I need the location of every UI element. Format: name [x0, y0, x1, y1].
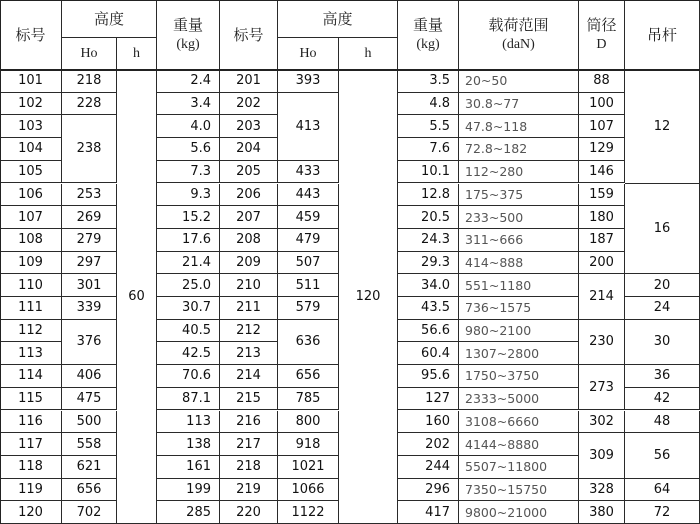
mark-cell: 212 — [220, 320, 278, 343]
ho-cell: 443 — [278, 184, 339, 207]
ho-cell: 656 — [278, 365, 339, 388]
ho-cell: 579 — [278, 297, 339, 320]
mark-cell: 113 — [0, 342, 62, 365]
mark-cell: 107 — [0, 206, 62, 229]
weight-cell: 113 — [157, 411, 220, 434]
weight-cell: 15.2 — [157, 206, 220, 229]
rod-cell: 12 — [625, 70, 700, 184]
ho-cell: 507 — [278, 252, 339, 275]
load-range-cell: 1750~3750 — [459, 365, 579, 388]
header-weight-right-label: 重量 — [412, 15, 443, 34]
tube-diameter-cell: 309 — [579, 433, 625, 478]
header-weight-left-label: 重量 — [172, 15, 203, 34]
ho-cell: 218 — [62, 70, 117, 93]
load-range-cell: 233~500 — [459, 206, 579, 229]
load-range-cell: 3108~6660 — [459, 411, 579, 434]
mark-cell: 210 — [220, 274, 278, 297]
weight-cell: 2.4 — [157, 70, 220, 93]
weight-cell: 138 — [157, 433, 220, 456]
weight-cell: 7.6 — [398, 138, 459, 161]
load-range-cell: 4144~8880 — [459, 433, 579, 456]
tube-diameter-cell: 180 — [579, 206, 625, 229]
load-range-cell: 1307~2800 — [459, 342, 579, 365]
mark-cell: 206 — [220, 184, 278, 207]
tube-diameter-cell: 187 — [579, 229, 625, 252]
tube-diameter-cell: 200 — [579, 252, 625, 275]
tube-diameter-cell: 273 — [579, 365, 625, 410]
load-range-cell: 47.8~118 — [459, 115, 579, 138]
ho-cell: 339 — [62, 297, 117, 320]
weight-cell: 30.7 — [157, 297, 220, 320]
header-load-range — [459, 0, 579, 70]
load-range-cell: 736~1575 — [459, 297, 579, 320]
weight-cell: 296 — [398, 479, 459, 502]
ho-cell: 500 — [62, 411, 117, 434]
weight-cell: 127 — [398, 388, 459, 411]
h-cell-left: 60 — [117, 70, 157, 524]
ho-cell: 269 — [62, 206, 117, 229]
load-range-cell: 551~1180 — [459, 274, 579, 297]
ho-cell: 376 — [62, 320, 117, 365]
ho-cell: 702 — [62, 501, 117, 524]
ho-cell: 279 — [62, 229, 117, 252]
header-load-range-unit: (daN) — [502, 36, 535, 52]
load-range-cell: 30.8~77 — [459, 93, 579, 116]
header-height-right: 高度 — [278, 0, 398, 38]
tube-diameter-cell: 380 — [579, 501, 625, 524]
rod-cell: 16 — [625, 184, 700, 275]
ho-cell: 785 — [278, 388, 339, 411]
mark-cell: 218 — [220, 456, 278, 479]
mark-cell: 120 — [0, 501, 62, 524]
load-range-cell: 5507~11800 — [459, 456, 579, 479]
ho-cell: 479 — [278, 229, 339, 252]
weight-cell: 25.0 — [157, 274, 220, 297]
mark-cell: 201 — [220, 70, 278, 93]
mark-cell: 203 — [220, 115, 278, 138]
weight-cell: 285 — [157, 501, 220, 524]
weight-cell: 199 — [157, 479, 220, 502]
header-rod: 吊杆 — [625, 0, 700, 70]
mark-cell: 112 — [0, 320, 62, 343]
weight-cell: 21.4 — [157, 252, 220, 275]
header-h-right: h — [339, 38, 398, 70]
header-height-left: 高度 — [62, 0, 157, 38]
weight-cell: 9.3 — [157, 184, 220, 207]
weight-cell: 60.4 — [398, 342, 459, 365]
mark-cell: 202 — [220, 93, 278, 116]
mark-cell: 219 — [220, 479, 278, 502]
mark-cell: 102 — [0, 93, 62, 116]
rod-cell: 56 — [625, 433, 700, 478]
weight-cell: 7.3 — [157, 161, 220, 184]
ho-cell: 511 — [278, 274, 339, 297]
mark-cell: 217 — [220, 433, 278, 456]
weight-cell: 24.3 — [398, 229, 459, 252]
rod-cell: 48 — [625, 411, 700, 434]
load-range-cell: 980~2100 — [459, 320, 579, 343]
ho-cell: 393 — [278, 70, 339, 93]
weight-cell: 34.0 — [398, 274, 459, 297]
weight-cell: 70.6 — [157, 365, 220, 388]
weight-cell: 17.6 — [157, 229, 220, 252]
tube-diameter-cell: 159 — [579, 184, 625, 207]
weight-cell: 43.5 — [398, 297, 459, 320]
mark-cell: 118 — [0, 456, 62, 479]
ho-cell: 1021 — [278, 456, 339, 479]
header-mark-right: 标号 — [220, 0, 278, 70]
mark-cell: 116 — [0, 411, 62, 434]
ho-cell: 1122 — [278, 501, 339, 524]
weight-cell: 12.8 — [398, 184, 459, 207]
rod-cell: 72 — [625, 501, 700, 524]
ho-cell: 800 — [278, 411, 339, 434]
header-weight-right — [398, 0, 459, 70]
mark-cell: 213 — [220, 342, 278, 365]
load-range-cell: 414~888 — [459, 252, 579, 275]
weight-cell: 160 — [398, 411, 459, 434]
rod-cell: 20 — [625, 274, 700, 297]
mark-cell: 215 — [220, 388, 278, 411]
ho-cell: 301 — [62, 274, 117, 297]
tube-diameter-cell: 146 — [579, 161, 625, 184]
tube-diameter-cell: 129 — [579, 138, 625, 161]
mark-cell: 104 — [0, 138, 62, 161]
rod-cell: 64 — [625, 479, 700, 502]
tube-diameter-cell: 214 — [579, 274, 625, 319]
tube-diameter-cell: 107 — [579, 115, 625, 138]
mark-cell: 204 — [220, 138, 278, 161]
weight-cell: 3.4 — [157, 93, 220, 116]
weight-cell: 40.5 — [157, 320, 220, 343]
header-weight-left — [157, 0, 220, 70]
ho-cell: 238 — [62, 115, 117, 183]
load-range-cell: 175~375 — [459, 184, 579, 207]
load-range-cell: 112~280 — [459, 161, 579, 184]
weight-cell: 29.3 — [398, 252, 459, 275]
load-range-cell: 9800~21000 — [459, 501, 579, 524]
header-weight-right-unit: (kg) — [416, 36, 440, 52]
ho-cell: 253 — [62, 184, 117, 207]
mark-cell: 115 — [0, 388, 62, 411]
mark-cell: 205 — [220, 161, 278, 184]
ho-cell: 636 — [278, 320, 339, 365]
weight-cell: 202 — [398, 433, 459, 456]
mark-cell: 108 — [0, 229, 62, 252]
header-tube-diameter-unit: D — [596, 36, 607, 52]
header-weight-left-unit: (kg) — [176, 36, 200, 52]
header-mark-left: 标号 — [0, 0, 62, 70]
weight-cell: 87.1 — [157, 388, 220, 411]
tube-diameter-cell: 328 — [579, 479, 625, 502]
weight-cell: 42.5 — [157, 342, 220, 365]
weight-cell: 417 — [398, 501, 459, 524]
header-h-left: h — [117, 38, 157, 70]
ho-cell: 406 — [62, 365, 117, 388]
weight-cell: 5.6 — [157, 138, 220, 161]
mark-cell: 105 — [0, 161, 62, 184]
ho-cell: 459 — [278, 206, 339, 229]
rod-cell: 42 — [625, 388, 700, 411]
load-range-cell: 7350~15750 — [459, 479, 579, 502]
header-tube-diameter — [579, 0, 625, 70]
ho-cell: 621 — [62, 456, 117, 479]
rod-cell: 24 — [625, 297, 700, 320]
tube-diameter-cell: 230 — [579, 320, 625, 365]
rod-cell: 36 — [625, 365, 700, 388]
load-range-cell: 2333~5000 — [459, 388, 579, 411]
load-range-cell: 311~666 — [459, 229, 579, 252]
load-range-cell: 20~50 — [459, 70, 579, 93]
mark-cell: 110 — [0, 274, 62, 297]
header-tube-diameter-label: 筒径 — [586, 15, 617, 34]
mark-cell: 209 — [220, 252, 278, 275]
ho-cell: 558 — [62, 433, 117, 456]
tube-diameter-cell: 88 — [579, 70, 625, 93]
mark-cell: 111 — [0, 297, 62, 320]
ho-cell: 413 — [278, 93, 339, 161]
weight-cell: 56.6 — [398, 320, 459, 343]
mark-cell: 117 — [0, 433, 62, 456]
mark-cell: 207 — [220, 206, 278, 229]
mark-cell: 220 — [220, 501, 278, 524]
mark-cell: 101 — [0, 70, 62, 93]
mark-cell: 103 — [0, 115, 62, 138]
ho-cell: 228 — [62, 93, 117, 116]
mark-cell: 214 — [220, 365, 278, 388]
weight-cell: 4.0 — [157, 115, 220, 138]
mark-cell: 211 — [220, 297, 278, 320]
rod-cell: 30 — [625, 320, 700, 365]
weight-cell: 95.6 — [398, 365, 459, 388]
tube-diameter-cell: 100 — [579, 93, 625, 116]
weight-cell: 161 — [157, 456, 220, 479]
ho-cell: 297 — [62, 252, 117, 275]
ho-cell: 918 — [278, 433, 339, 456]
mark-cell: 114 — [0, 365, 62, 388]
tube-diameter-cell: 302 — [579, 411, 625, 434]
header-ho-left: Ho — [62, 38, 117, 70]
weight-cell: 20.5 — [398, 206, 459, 229]
ho-cell: 656 — [62, 479, 117, 502]
weight-cell: 3.5 — [398, 70, 459, 93]
header-load-range-label: 载荷范围 — [488, 15, 549, 34]
weight-cell: 10.1 — [398, 161, 459, 184]
ho-cell: 475 — [62, 388, 117, 411]
mark-cell: 109 — [0, 252, 62, 275]
h-cell-right: 120 — [339, 70, 398, 524]
weight-cell: 5.5 — [398, 115, 459, 138]
mark-cell: 119 — [0, 479, 62, 502]
mark-cell: 106 — [0, 184, 62, 207]
weight-cell: 244 — [398, 456, 459, 479]
load-range-cell: 72.8~182 — [459, 138, 579, 161]
weight-cell: 4.8 — [398, 93, 459, 116]
ho-cell: 1066 — [278, 479, 339, 502]
mark-cell: 216 — [220, 411, 278, 434]
header-ho-right: Ho — [278, 38, 339, 70]
ho-cell: 433 — [278, 161, 339, 184]
mark-cell: 208 — [220, 229, 278, 252]
